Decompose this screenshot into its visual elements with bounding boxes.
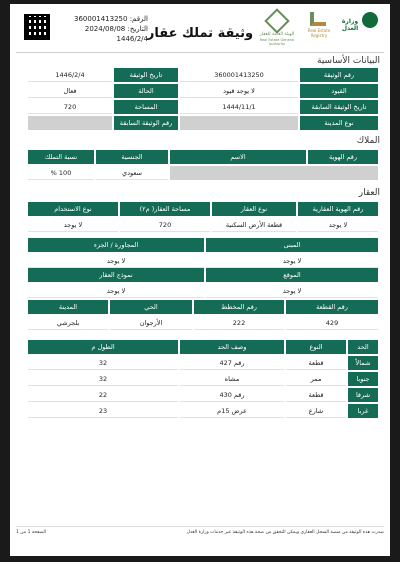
rega-logo xyxy=(254,10,300,44)
date-hijri: 1446/2/4 xyxy=(116,35,148,43)
ref-value: 360001413250 xyxy=(74,15,128,23)
footer-note: صدرت هذه الوثيقة من منصة السجل العقاري ويمكن التحقق من صحة هذه الوثيقة عبر خدمات وزارة العدل xyxy=(186,530,384,535)
registry-logo-icon xyxy=(310,12,326,26)
doc-date-label: تاريخ الوثيقة xyxy=(114,68,178,82)
model-header: نموذج العقار xyxy=(28,268,204,282)
status-value: فعال xyxy=(28,84,112,98)
plan-header: رقم المخطط xyxy=(194,300,284,314)
qr-code-icon xyxy=(24,14,50,40)
district-header: الحي xyxy=(110,300,192,314)
rega-logo-text-en: Real Estate General Authority xyxy=(259,38,295,46)
border-desc: رقم 430 xyxy=(180,388,284,402)
rega-logo-icon xyxy=(264,8,289,33)
city-header: المدينة xyxy=(28,300,108,314)
prev-date-label: تاريخ الوثيقة السابقة xyxy=(300,100,378,114)
doc-date-value: 1446/2/4 xyxy=(28,68,112,82)
registry-logo xyxy=(304,10,334,44)
section-title-property: العقار xyxy=(358,188,380,198)
doc-no-value: 360001413250 xyxy=(180,68,298,82)
adjacent-header: المجاورة / الجزء xyxy=(28,238,204,252)
usage-value: لا يوجد xyxy=(28,218,118,232)
border-length: 23 xyxy=(28,404,178,418)
property-type-value: قطعة الأرض السكنية xyxy=(212,218,296,232)
border-header: الحد xyxy=(348,340,378,354)
border-desc: عرض 15م xyxy=(180,404,284,418)
city-type-label: نوع المدينة xyxy=(300,116,378,130)
prev-no-label: رقم الوثيقة السابقة xyxy=(114,116,178,130)
section-title-basic: البيانات الأساسية xyxy=(317,56,380,66)
adjacent-value: لا يوجد xyxy=(28,254,204,268)
section-title-owners: الملاك xyxy=(356,136,380,146)
border-length: 32 xyxy=(28,356,178,370)
registry-logo-text: Real Estate Registry xyxy=(307,28,331,38)
border-desc-header: وصف الحد xyxy=(180,340,284,354)
document-page xyxy=(10,4,390,556)
border-name: غربا xyxy=(348,404,378,418)
moj-emblem-icon xyxy=(362,12,378,28)
border-type-header: النوع xyxy=(286,340,346,354)
border-type: قطعة xyxy=(286,388,346,402)
border-name: جنوبا xyxy=(348,372,378,386)
border-desc: مشاه xyxy=(180,372,284,386)
footer-divider xyxy=(16,526,384,527)
rega-logo-text-ar: الهيئة العامة للعقار xyxy=(259,32,295,37)
border-type: قطعة xyxy=(286,356,346,370)
footer xyxy=(16,530,384,535)
plot-value: 429 xyxy=(286,316,378,330)
building-header: المبنى xyxy=(206,238,378,252)
document-header xyxy=(10,4,390,52)
location-header: الموقع xyxy=(206,268,378,282)
owner-share-value: 100 % xyxy=(28,166,94,180)
plan-value: 222 xyxy=(194,316,284,330)
owner-nationality-value: سعودي xyxy=(96,166,168,180)
header-divider xyxy=(16,52,384,53)
owner-name-header: الاسم xyxy=(170,150,306,164)
owner-id-header: رقم الهوية xyxy=(308,150,378,164)
border-length-header: الطول م xyxy=(28,340,178,354)
city-value: بلجرشي xyxy=(28,316,108,330)
owner-redacted xyxy=(170,166,378,180)
reference-block xyxy=(58,14,148,44)
property-type-header: نوع العقار xyxy=(212,202,296,216)
reid-value: لا يوجد xyxy=(298,218,378,232)
plot-header: رقم القطعة xyxy=(286,300,378,314)
doc-no-label: رقم الوثيقة xyxy=(300,68,378,82)
border-type: شارع xyxy=(286,404,346,418)
page-number: الصفحة 1 من 1 xyxy=(16,530,47,535)
document-title: وثيقة تملك عقار xyxy=(146,26,254,41)
owner-share-header: نسبة التملك xyxy=(28,150,94,164)
status-label: الحالة xyxy=(114,84,178,98)
border-name: شرقا xyxy=(348,388,378,402)
ref-label: الرقم: xyxy=(129,15,148,23)
restrictions-value: لا يوجد قيود xyxy=(180,84,298,98)
date-gregorian: 2024/08/08 xyxy=(84,25,126,33)
date-label: التاريخ: xyxy=(127,25,148,33)
logos xyxy=(254,10,384,44)
property-area-header: مساحة العقار( م٢) xyxy=(120,202,210,216)
owner-nationality-header: الجنسية xyxy=(96,150,168,164)
restrictions-label: القيود xyxy=(300,84,378,98)
usage-header: نوع الاستخدام xyxy=(28,202,118,216)
moj-logo xyxy=(338,10,382,44)
location-value: لا يوجد xyxy=(206,284,378,298)
property-area-value: 720 xyxy=(120,218,210,232)
border-name: شمالاً xyxy=(348,356,378,370)
district-value: الأرجوان xyxy=(110,316,192,330)
border-length: 32 xyxy=(28,372,178,386)
border-length: 22 xyxy=(28,388,178,402)
model-value: لا يوجد xyxy=(28,284,204,298)
prev-date-value: 1444/11/1 xyxy=(180,100,298,114)
area-value: 720 xyxy=(28,100,112,114)
building-value: لا يوجد xyxy=(206,254,378,268)
area-label: المساحة xyxy=(114,100,178,114)
border-type: ممر xyxy=(286,372,346,386)
prev-no-value xyxy=(28,116,112,130)
border-desc: رقم 427 xyxy=(180,356,284,370)
city-type-value xyxy=(180,116,298,130)
moj-logo-text: وزارة العدل xyxy=(341,18,359,32)
reid-header: رقم الهوية العقارية xyxy=(298,202,378,216)
